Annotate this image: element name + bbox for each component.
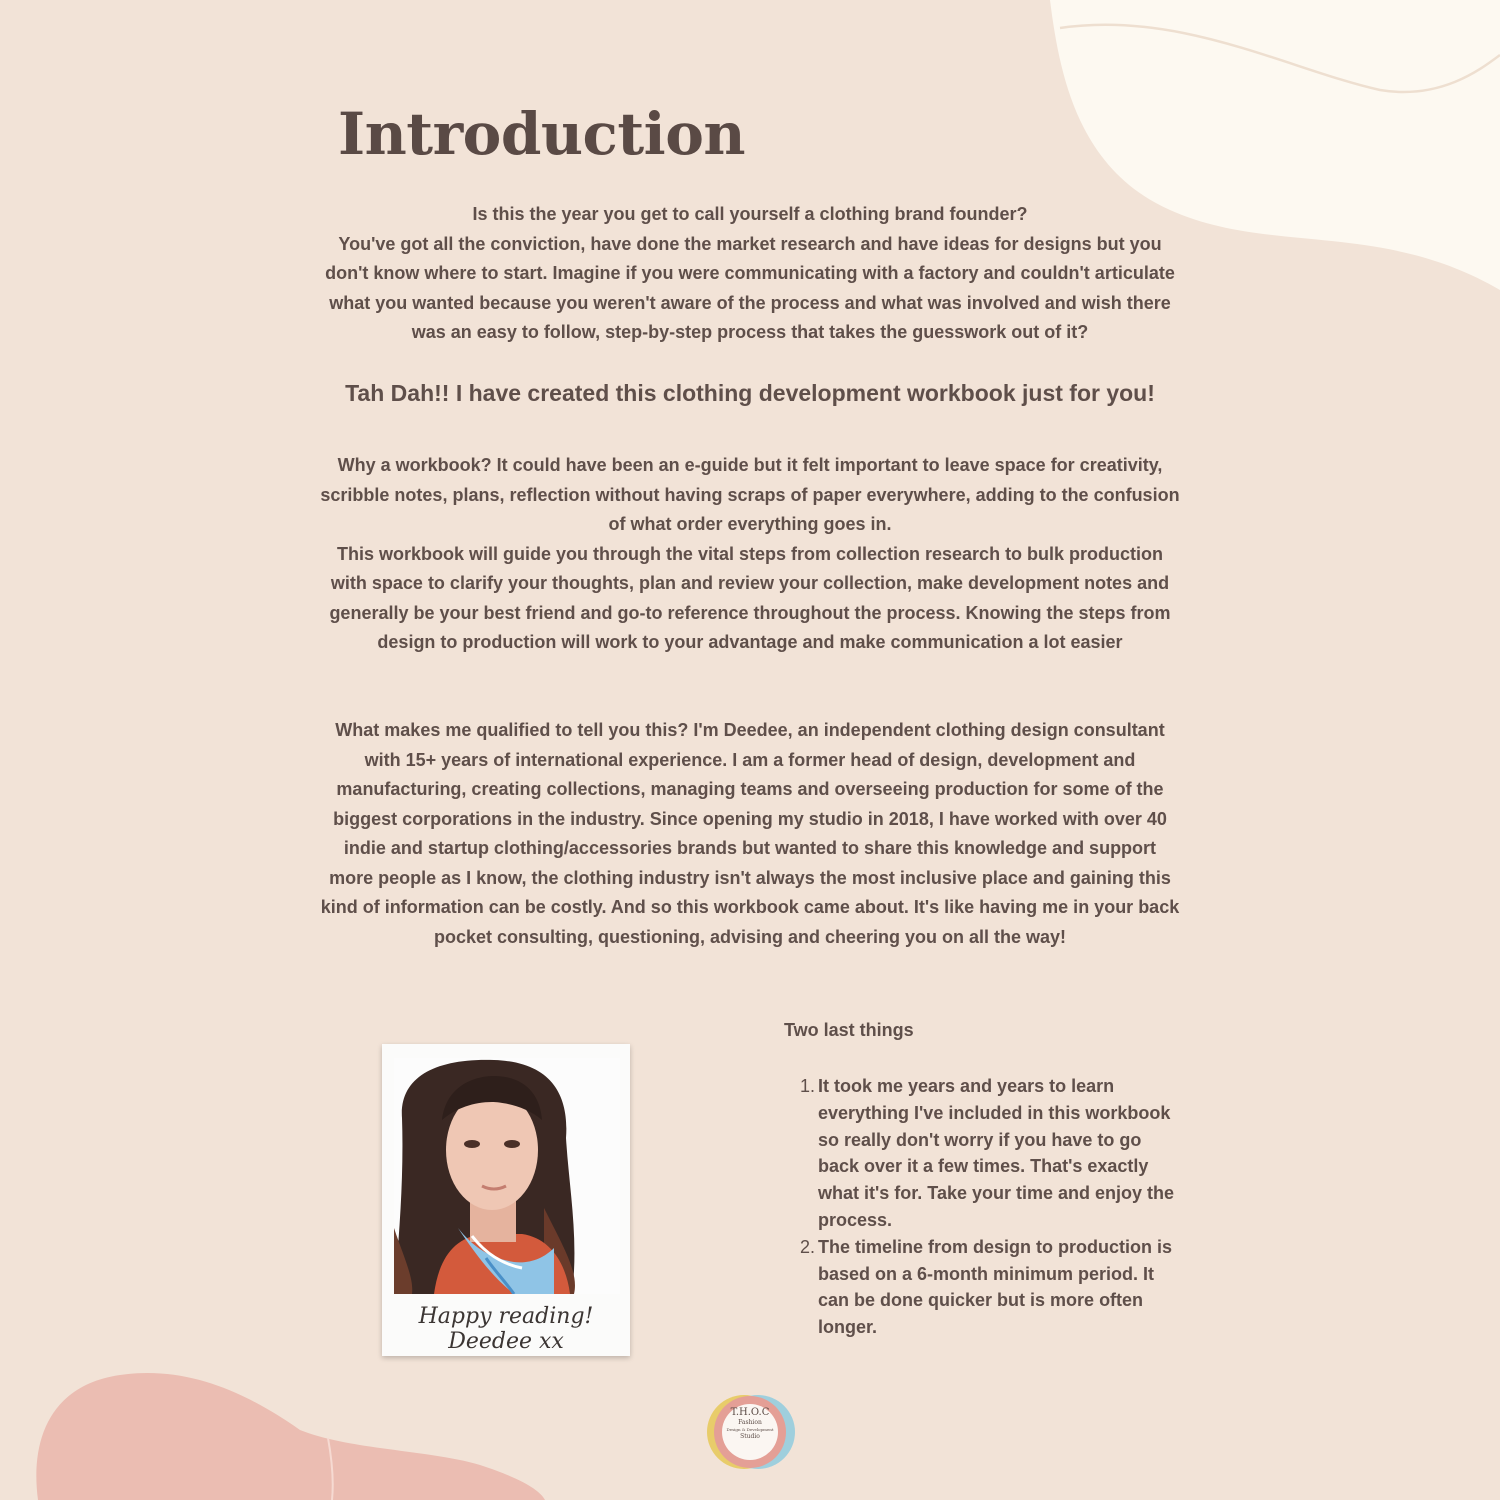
list-item bbox=[800, 1073, 1180, 1234]
portrait-photo bbox=[394, 1058, 620, 1294]
pink-blob-bottom-left bbox=[36, 1373, 545, 1500]
logo-subtitle: Fashion bbox=[738, 1419, 762, 1426]
qualifications-paragraph: What makes me qualified to tell you this? I'm Deedee, an independent clothing design consultant with 15+ years of international experience. I am a former head of design, development and manufacturing, creating collections, managing teams and overseeing production for some of the biggest corporations in the industry. Since opening my studio in 2018, I have worked with over 40 indie and startup clothing/accessories brands but wanted to share this knowledge and support more people as I know, the clothing industry isn't always the most inclusive place and gaining this kind of information can be costly. And so this workbook came about. It's like having me in your back pocket consulting, questioning, advising and cheering you on all the way! bbox=[320, 720, 1180, 947]
logo-tagline: Design & Development bbox=[726, 1427, 774, 1432]
why-workbook-paragraph bbox=[320, 451, 1180, 658]
studio-logo bbox=[700, 1392, 800, 1472]
tagline: Tah Dah!! I have created this clothing development workbook just for you! bbox=[345, 380, 1155, 406]
list-text: The timeline from design to production is based on a 6-month minimum period. It can be done quicker but is more often longer. bbox=[818, 1236, 1173, 1338]
list-item bbox=[800, 1234, 1180, 1341]
why-workbook-line: Why a workbook? It could have been an e-guide but it felt important to leave space for creativity, scribble notes, plans, reflection without having scraps of paper everywhere, adding to the confusion of what order everything goes in. bbox=[320, 455, 1180, 534]
list-number: 1. bbox=[800, 1076, 816, 1096]
workbook-guide-line: This workbook will guide you through the vital steps from collection research to bulk production with space to clarify your thoughts, plan and review your collection, make development notes and generally be your best friend and go-to reference throughout the process. Knowing the steps from design to production will work to your advantage and make communication a lot easier bbox=[329, 543, 1171, 652]
logo-title: T.H.O.C bbox=[730, 1407, 770, 1418]
two-last-things-list bbox=[800, 1073, 1180, 1341]
logo-rings-icon bbox=[700, 1392, 800, 1472]
polaroid-photo-frame bbox=[382, 1044, 630, 1356]
photo-caption: Happy reading! Deedee xx bbox=[418, 1304, 594, 1354]
intro-body: You've got all the conviction, have done the market research and have ideas for designs but you don't know where to start. Imagine if you were communicating with a factory and couldn't articulate what you wanted because you weren't aware of the process and what was involved and wish there was an easy to follow, step-by-step process that takes the guesswork out of it? bbox=[325, 233, 1175, 342]
intro-paragraph bbox=[320, 200, 1180, 348]
page-title: Introduction bbox=[338, 100, 746, 168]
intro-question: Is this the year you get to call yourself a clothing brand founder? bbox=[472, 204, 1028, 224]
two-last-things-heading: Two last things bbox=[784, 1020, 914, 1040]
list-number: 2. bbox=[800, 1236, 816, 1257]
list-text: It took me years and years to learn everything I've included in this workbook so really don't worry if you have to go back over it a few times. That's exactly what it's for. Take your time and enjoy the process. bbox=[818, 1076, 1175, 1230]
logo-studio: Studio bbox=[740, 1433, 760, 1440]
